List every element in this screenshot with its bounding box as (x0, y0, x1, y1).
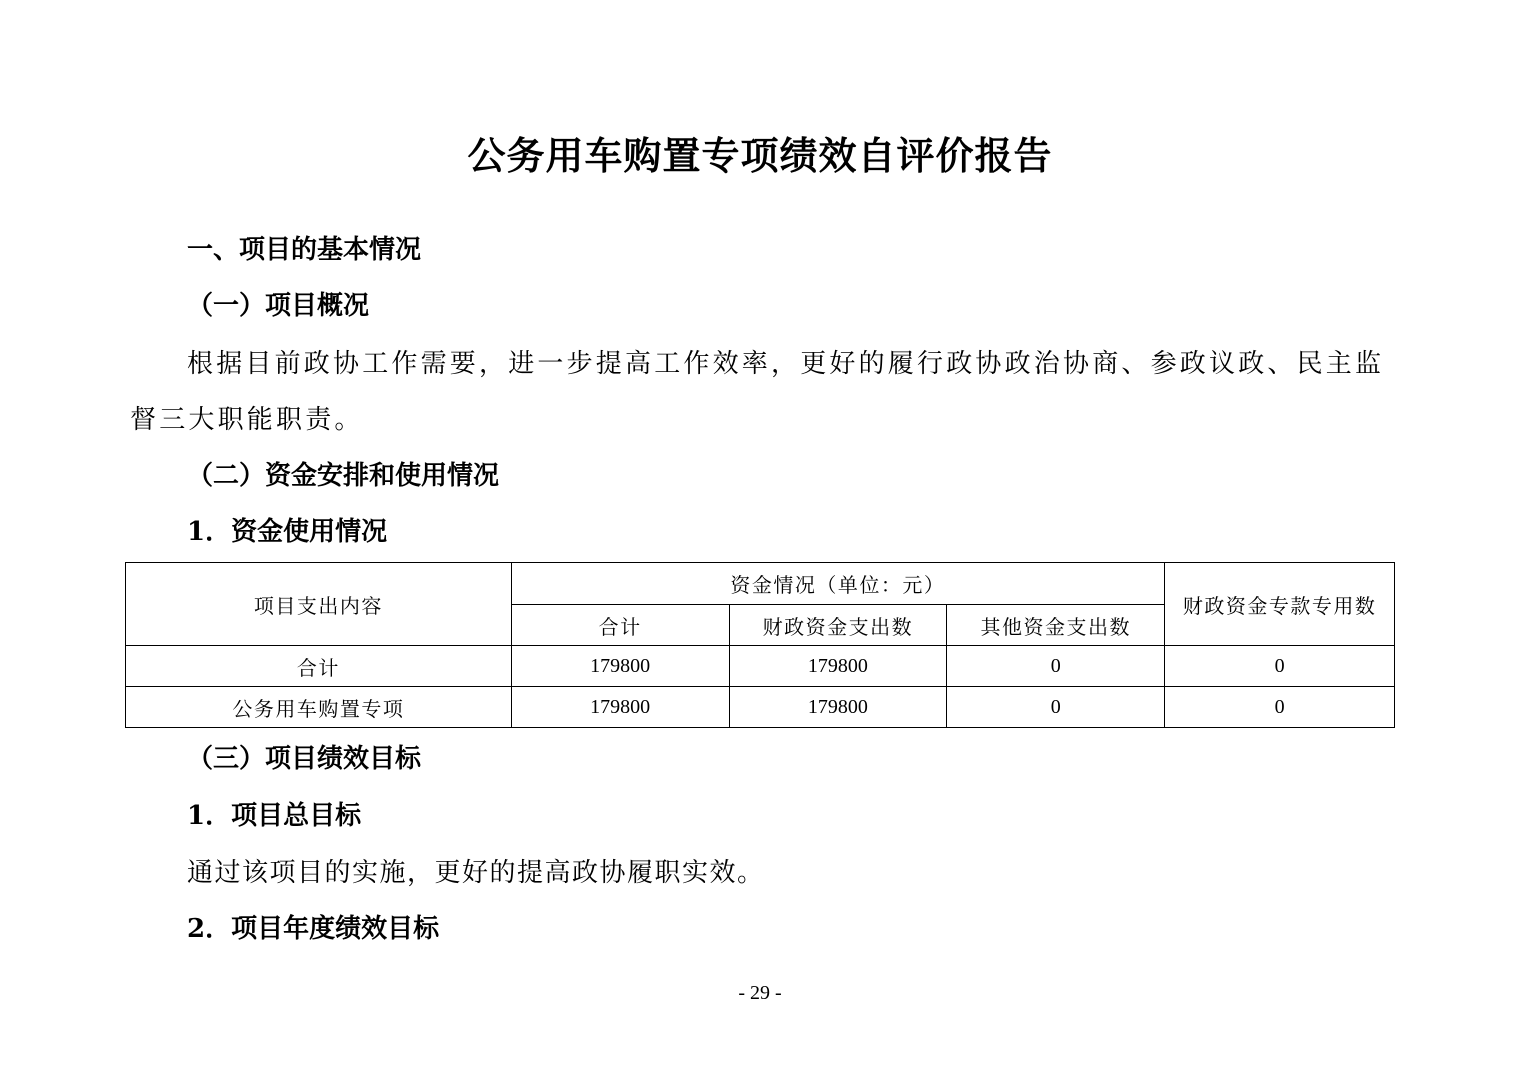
header-other: 其他资金支出数 (947, 605, 1165, 646)
fund-usage-table (125, 562, 1395, 728)
header-fiscal: 财政资金支出数 (729, 605, 947, 646)
header-total: 合计 (511, 605, 729, 646)
subheading-overview: （一）项目概况 (187, 291, 370, 321)
row-other: 0 (947, 687, 1165, 728)
table-header-row (126, 563, 1395, 605)
header-item-content: 项目支出内容 (126, 563, 512, 646)
row-total: 179800 (511, 646, 729, 687)
header-fund-group: 资金情况（单位：元） (511, 563, 1165, 605)
table-row (126, 687, 1395, 728)
row-name: 公务用车购置专项 (126, 687, 512, 728)
item-overall-goal: 1．项目总目标 (187, 801, 362, 831)
item-fund-usage: 1．资金使用情况 (187, 517, 388, 547)
row-fiscal: 179800 (729, 646, 947, 687)
row-fiscal: 179800 (729, 687, 947, 728)
item-annual-goal: 2．项目年度绩效目标 (187, 914, 440, 944)
row-special: 0 (1165, 646, 1395, 687)
row-name: 合计 (126, 646, 512, 687)
table-row (126, 646, 1395, 687)
row-other: 0 (947, 646, 1165, 687)
row-special: 0 (1165, 687, 1395, 728)
subheading-performance-goals: （三）项目绩效目标 (187, 744, 422, 774)
report-title: 公务用车购置专项绩效自评价报告 (467, 133, 1053, 178)
paragraph-overview-line1: 根据目前政协工作需要，进一步提高工作效率，更好的履行政协政治协商、参政议政、民主监 (187, 349, 1385, 379)
subheading-funding: （二）资金安排和使用情况 (187, 461, 500, 491)
header-special-fund: 财政资金专款专用数 (1165, 563, 1395, 646)
paragraph-overview-line2: 督三大职能职责。 (130, 405, 364, 435)
page-number: - 29 - (738, 982, 782, 1004)
paragraph-overall-goal: 通过该项目的实施，更好的提高政协履职实效。 (187, 858, 765, 888)
row-total: 179800 (511, 687, 729, 728)
section-heading-basic-info: 一、项目的基本情况 (187, 235, 422, 265)
